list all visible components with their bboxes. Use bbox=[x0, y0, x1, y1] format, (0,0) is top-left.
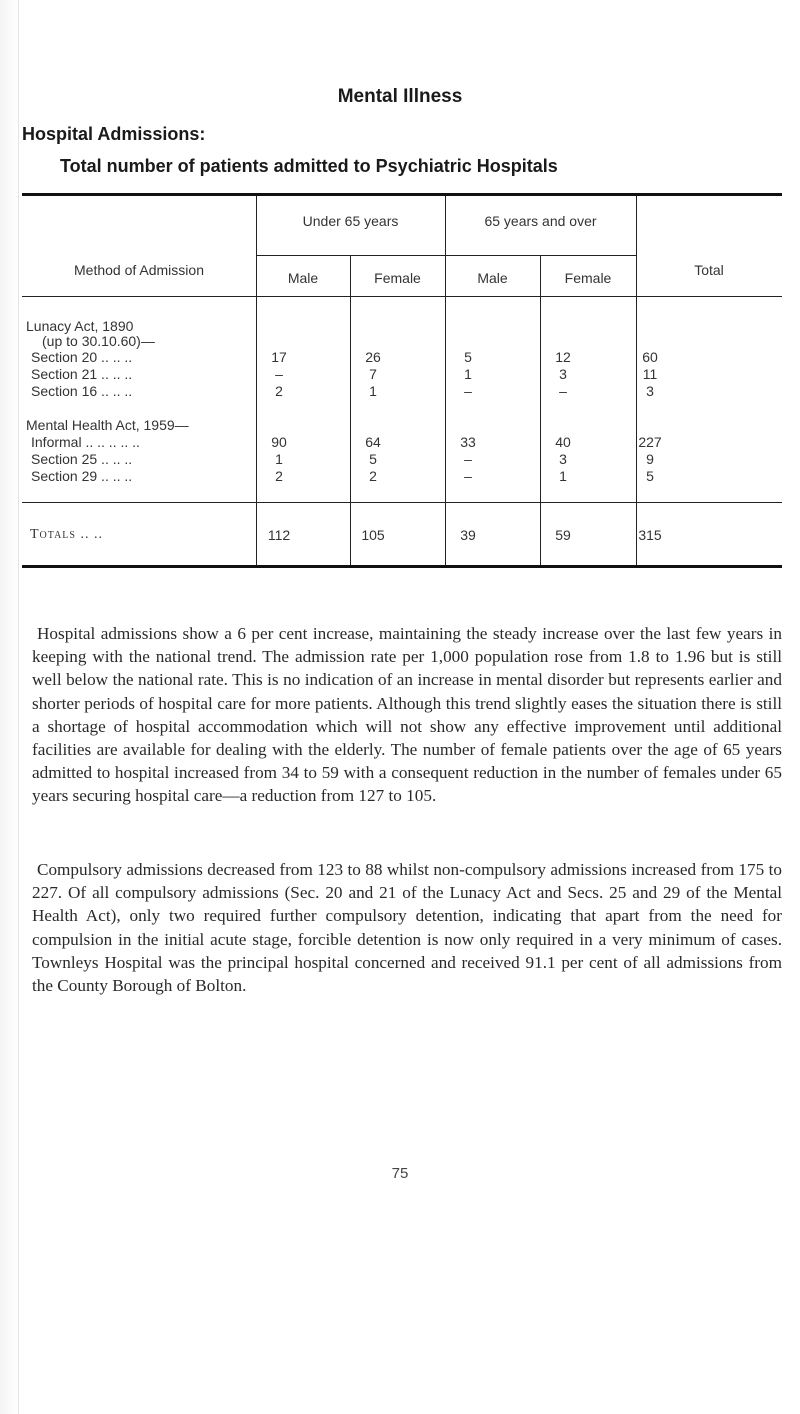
total-cell: 112 bbox=[267, 527, 291, 543]
page-title: Mental Illness bbox=[337, 86, 463, 107]
row-label-section-29: Section 29 .. .. .. bbox=[31, 468, 133, 484]
cell: 5 bbox=[646, 468, 654, 484]
cell: 3 bbox=[559, 366, 567, 382]
cell: 60 bbox=[642, 349, 658, 365]
row-label-section-20: Section 20 .. .. .. bbox=[31, 349, 133, 365]
section-heading: Hospital Admissions: bbox=[22, 124, 206, 144]
cell: 5 bbox=[369, 451, 377, 467]
header-65-and-over: 65 years and over bbox=[484, 213, 597, 229]
column-divider bbox=[540, 255, 541, 565]
cell: 40 bbox=[555, 434, 571, 450]
cell: 1 bbox=[464, 366, 472, 382]
totals-label: Totals .. .. bbox=[30, 527, 103, 542]
header-over65-male: Male bbox=[477, 270, 508, 286]
total-cell: 59 bbox=[555, 527, 571, 543]
cell: 227 bbox=[638, 434, 662, 450]
cell: 5 bbox=[464, 349, 472, 365]
group-label-lunacy-act-date: (up to 30.10.60)— bbox=[42, 333, 155, 349]
cell: 17 bbox=[271, 349, 287, 365]
table-bottom-rule bbox=[22, 565, 782, 568]
header-under65-male: Male bbox=[287, 270, 319, 286]
cell: 1 bbox=[369, 383, 377, 399]
row-label-informal: Informal .. .. .. .. .. bbox=[31, 434, 140, 450]
cell: – bbox=[559, 383, 567, 399]
totals-top-rule bbox=[22, 502, 782, 503]
cell: 2 bbox=[275, 468, 283, 484]
row-label-section-16: Section 16 .. .. .. bbox=[31, 383, 133, 399]
group-label-lunacy-act: Lunacy Act, 1890 bbox=[26, 318, 134, 334]
total-cell: 39 bbox=[460, 527, 476, 543]
total-cell: 315 bbox=[638, 527, 662, 543]
table-top-rule bbox=[22, 193, 782, 196]
header-divider bbox=[256, 255, 636, 256]
total-cell: 105 bbox=[361, 527, 385, 543]
cell: – bbox=[464, 468, 472, 484]
cell: 33 bbox=[460, 434, 476, 450]
cell: – bbox=[275, 366, 283, 382]
scan-edge-line bbox=[18, 0, 19, 1414]
header-method: Method of Admission bbox=[74, 262, 204, 278]
paragraph-admissions-trend: Hospital admissions show a 6 per cent increase, maintaining the steady increase over the last few years in keeping with the national trend. The admission rate per 1,000 population rose from 1.8 to 1.96 but is still well below the national rate. This is no indication of an increase in mental disorder but represents earlier and shorter periods of hospital care for more patients. Although this trend slightly eases the situation there is still a shortage of hospital accommodation which will not show any effective improvement until additional facilities are available for dealing with the elderly. The number of female patients over the age of 65 years admitted to hospital increased from 34 to 59 with a consequent reduction in the number of females under 65 years securing hospital care—a reduction from 127 to 105. bbox=[32, 624, 782, 806]
header-under65-female: Female bbox=[374, 270, 421, 286]
header-under-65: Under 65 years bbox=[302, 213, 399, 229]
header-total: Total bbox=[694, 262, 724, 278]
cell: 12 bbox=[555, 349, 571, 365]
row-label-section-21: Section 21 .. .. .. bbox=[31, 366, 133, 382]
group-label-mental-health-act: Mental Health Act, 1959— bbox=[26, 417, 189, 433]
cell: 90 bbox=[271, 434, 287, 450]
page-number: 75 bbox=[391, 1165, 409, 1182]
table-caption: Total number of patients admitted to Psychiatric Hospitals bbox=[60, 156, 558, 176]
cell: 3 bbox=[559, 451, 567, 467]
cell: 64 bbox=[365, 434, 381, 450]
cell: 1 bbox=[275, 451, 283, 467]
paragraph-compulsory-admissions: Compulsory admissions decreased from 123 to 88 whilst non-compulsory admissions increased from 175 to 227. Of all compulsory admissions (Sec. 20 and 21 of the Lunacy Act and Secs. 25 and 29 of the Mental Health Act), only two required further compulsory detention, indicating that apart from the need for compulsion in the initial acute stage, forcible detention is now only required in a very minimum of cases. Townleys Hospital was the principal hospital concerned and received 91.1 per cent of all admissions from the County Borough of Bolton. bbox=[32, 860, 782, 996]
cell: – bbox=[464, 451, 472, 467]
cell: 11 bbox=[642, 366, 658, 382]
cell: 9 bbox=[646, 451, 654, 467]
cell: 2 bbox=[275, 383, 283, 399]
column-divider bbox=[350, 255, 351, 565]
cell: – bbox=[464, 383, 472, 399]
header-bottom-rule bbox=[22, 296, 782, 297]
cell: 1 bbox=[559, 468, 567, 484]
row-label-section-25: Section 25 .. .. .. bbox=[31, 451, 133, 467]
cell: 7 bbox=[369, 366, 377, 382]
header-over65-female: Female bbox=[564, 270, 612, 286]
cell: 26 bbox=[365, 349, 381, 365]
cell: 3 bbox=[646, 383, 654, 399]
cell: 2 bbox=[369, 468, 377, 484]
